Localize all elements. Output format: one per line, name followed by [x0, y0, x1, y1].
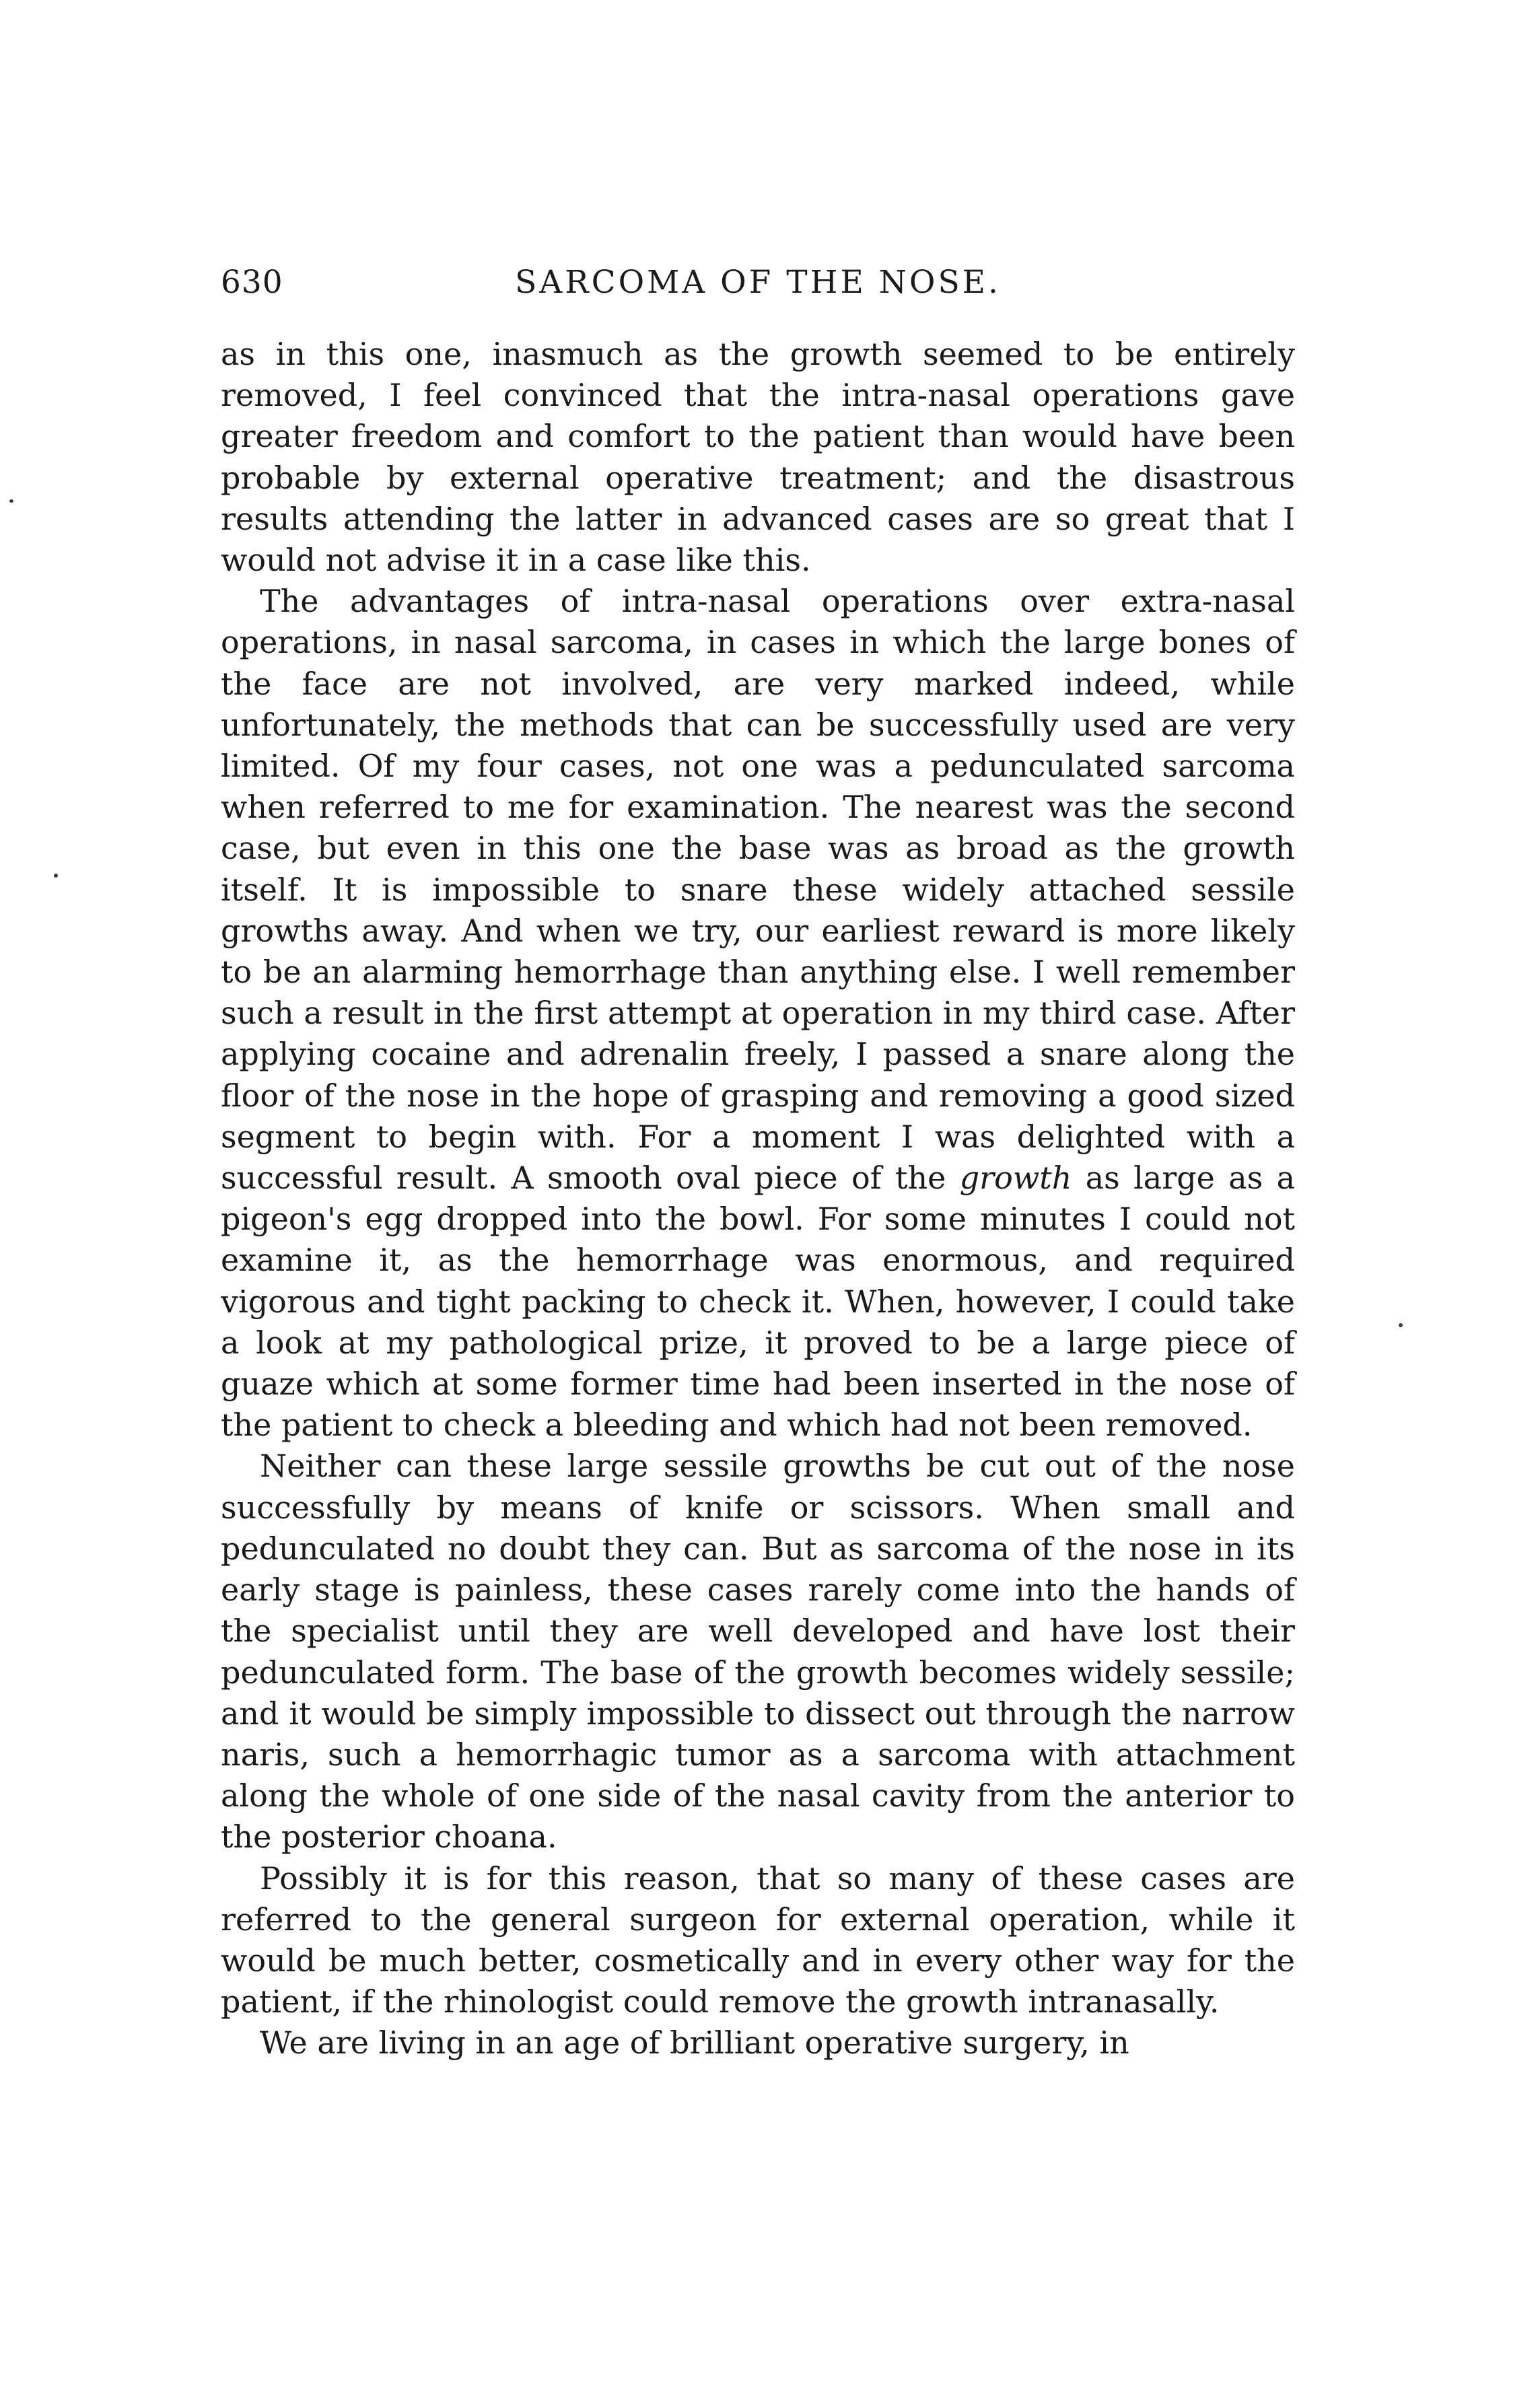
scan-speck [54, 874, 58, 878]
paragraph-external-operation: Possibly it is for this reason, that so many of these cases are referred to the general surgeon for external operation, while it would be much better, cosmetically and in every other way for the patient, if the rhinologist could remove the growth intranasally. [221, 1860, 1295, 2020]
paragraph-text: as large as a pigeon's egg dropped into the bowl. For some minutes I could not examine it, as the hemorrhage was enormous, and required vigorous and tight packing to check it. When, however, I could take a look at my pathological prize, it proved to be a large piece of guaze which at some former time had been inserted in the nose of the patient to check a bleeding and which had not been removed. [221, 1160, 1296, 1444]
paragraph-continuation: as in this one, inasmuch as the growth seemed to be entirely removed, I feel convinced that the intra-nasal operations gave greater freedom and comfort to the patient than would have been probable by external operative treatment; and the disastrous results attending the latter in advanced cases are so great that I would not advise it in a case like this. [221, 336, 1295, 579]
paragraph-advantages [221, 581, 1295, 1446]
paragraph-operative-surgery: We are living in an age of brilliant operative surgery, in [260, 2024, 1129, 2061]
scan-speck [1399, 1323, 1403, 1327]
scan-speck [9, 499, 13, 503]
page-header [221, 264, 1295, 318]
body-text [221, 334, 1295, 2064]
paragraph-sessile-growths: Neither can these large sessile growths be cut out of the nose successfully by means of knife or scissors. When small and pedunculated no doubt they can. But as sarcoma of the nose in its early stage is painless, these cases rarely come into the hands of the specialist until they are well developed and have lost their pedunculated form. The base of the growth becomes widely sessile; and it would be simply impossible to dissect out through the narrow naris, such a hemorrhagic tumor as a sarcoma with attachment along the whole of one side of the nasal cavity from the anterior to the posterior choana. [221, 1448, 1295, 1856]
italic-word: growth [959, 1160, 1072, 1197]
running-head: SARCOMA OF THE NOSE. [515, 264, 1001, 301]
page-number: 630 [221, 264, 283, 301]
paragraph-text: The advantages of intra-nasal operations over extra-nasal operations, in nasal sarcoma, in cases in which the large bones of the face are not involved, are very marked indeed, while unfortunately, the methods that can be successfully used are very limited. Of my four cases, not one was a pedunculated sarcoma when referred to me for examination. The nearest was the second case, but even in this one the base was as broad as the growth itself. It is impossible to snare these widely attached sessile growths away. And when we try, our earliest reward is more likely to be an alarming hemorrhage than anything else. I well remember such a result in the first attempt at operation in my third case. After applying cocaine and adrenalin freely, I passed a snare along the floor of the nose in the hope of grasping and removing a good sized segment to begin with. For a moment I was delighted with a successful result. A smooth oval piece of the [221, 583, 1295, 1197]
